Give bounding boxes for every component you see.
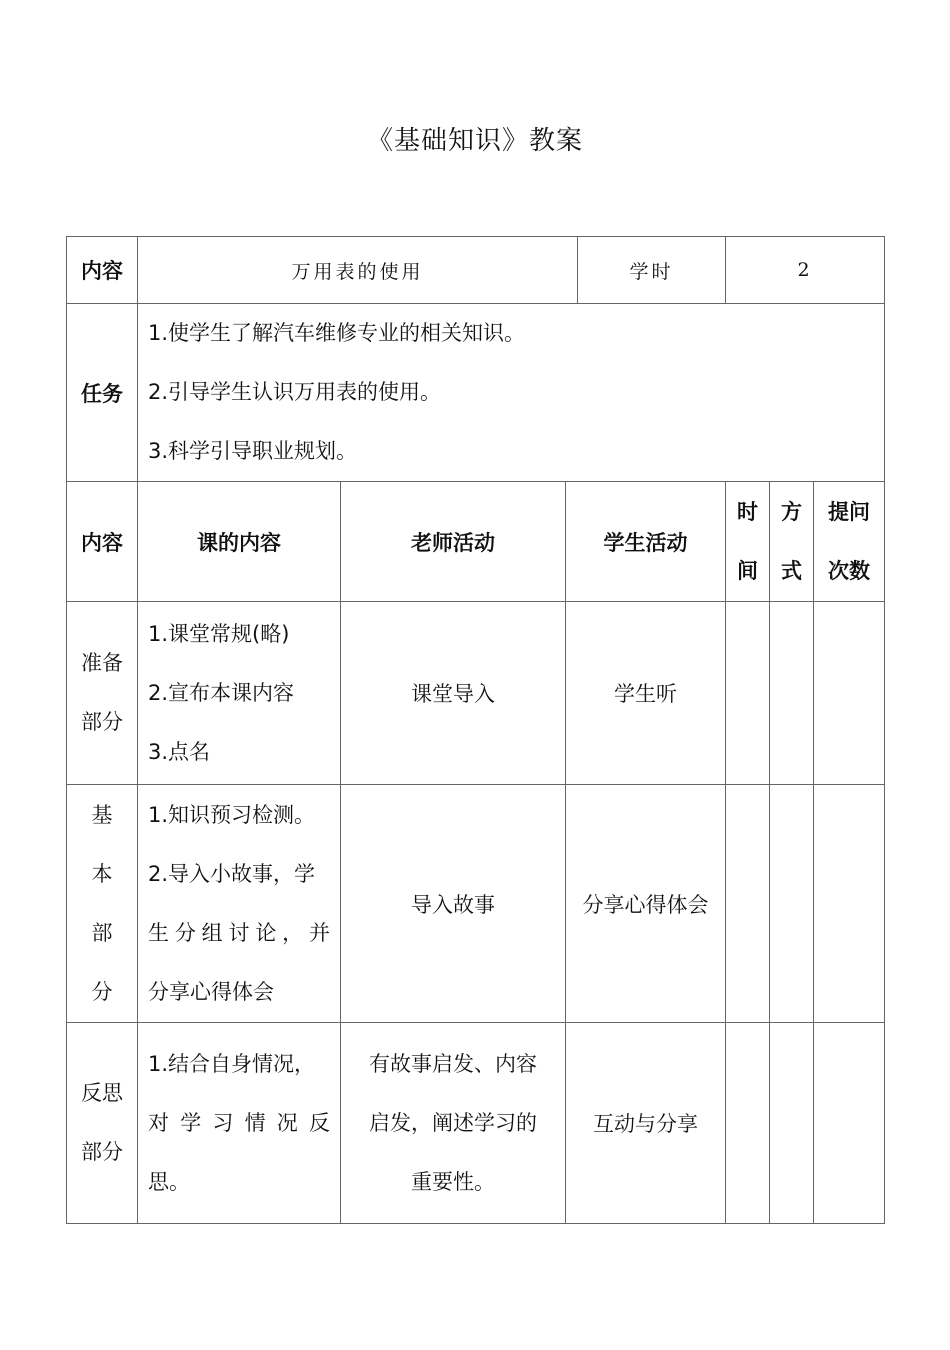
task-label: 任务 bbox=[67, 304, 138, 482]
row-content-line: 2.宣布本课内容 bbox=[148, 680, 295, 705]
row-method bbox=[770, 1023, 814, 1224]
col-questions-line: 提问 bbox=[828, 499, 871, 524]
row-teacher-line: 重要性。 bbox=[411, 1169, 495, 1194]
row-label-line: 准备 bbox=[81, 651, 123, 675]
row-teacher: 课堂导入 bbox=[341, 602, 566, 785]
row-content bbox=[138, 602, 341, 785]
row-label bbox=[67, 785, 138, 1023]
row-teacher-line: 有故事启发、内容 bbox=[369, 1051, 537, 1076]
col-questions bbox=[814, 482, 885, 602]
task-row bbox=[67, 304, 885, 482]
table-row bbox=[67, 1023, 885, 1224]
row-questions bbox=[814, 785, 885, 1023]
page-title: 《基础知识》教案 bbox=[366, 126, 583, 156]
row-label bbox=[67, 602, 138, 785]
task-item: 1.使学生了解汽车维修专业的相关知识。 bbox=[148, 321, 526, 345]
row-time bbox=[726, 1023, 770, 1224]
col-teacher-activity: 老师活动 bbox=[341, 482, 566, 602]
content-label: 内容 bbox=[67, 237, 138, 304]
table-row bbox=[67, 602, 885, 785]
col-method-line: 方 bbox=[781, 499, 803, 524]
header-row bbox=[67, 237, 885, 304]
col-method-line: 式 bbox=[781, 558, 803, 583]
row-teacher: 导入故事 bbox=[341, 785, 566, 1023]
row-label-line: 本 bbox=[91, 861, 113, 886]
row-student: 学生听 bbox=[566, 602, 726, 785]
row-content-line: 3.点名 bbox=[148, 739, 211, 764]
row-content-line: 2.导入小故事，学 bbox=[148, 861, 316, 886]
row-label-line: 部分 bbox=[81, 1140, 123, 1164]
row-label bbox=[67, 1023, 138, 1224]
row-content-line: 1.知识预习检测。 bbox=[148, 802, 316, 827]
row-content-line: 对学习情况反 bbox=[148, 1110, 330, 1135]
col-lesson-content: 课的内容 bbox=[138, 482, 341, 602]
row-time bbox=[726, 602, 770, 785]
row-content-line: 1.结合自身情况， bbox=[148, 1051, 316, 1076]
task-item: 2.引导学生认识万用表的使用。 bbox=[148, 380, 442, 404]
hours-value: 2 bbox=[726, 237, 885, 304]
row-method bbox=[770, 602, 814, 785]
table-row bbox=[67, 785, 885, 1023]
row-method bbox=[770, 785, 814, 1023]
lesson-plan-table bbox=[66, 236, 885, 1224]
row-teacher bbox=[341, 1023, 566, 1224]
row-content bbox=[138, 785, 341, 1023]
col-student-activity: 学生活动 bbox=[566, 482, 726, 602]
row-content-line: 分享心得体会 bbox=[148, 979, 274, 1004]
row-label-line: 反思 bbox=[81, 1081, 123, 1105]
col-time bbox=[726, 482, 770, 602]
col-time-line: 间 bbox=[737, 558, 759, 583]
row-student: 互动与分享 bbox=[566, 1023, 726, 1224]
task-item: 3.科学引导职业规划。 bbox=[148, 439, 358, 463]
row-label-line: 部 bbox=[91, 920, 113, 945]
col-method bbox=[770, 482, 814, 602]
row-label-line: 基 bbox=[91, 802, 113, 827]
row-time bbox=[726, 785, 770, 1023]
hours-label: 学时 bbox=[578, 237, 726, 304]
row-questions bbox=[814, 602, 885, 785]
col-questions-line: 次数 bbox=[828, 558, 871, 583]
row-teacher-line: 启发，阐述学习的 bbox=[369, 1110, 537, 1135]
row-content-line: 生分组讨论，并 bbox=[148, 920, 330, 945]
task-items bbox=[138, 304, 885, 482]
col-content: 内容 bbox=[67, 482, 138, 602]
row-label-line: 部分 bbox=[81, 710, 123, 734]
column-header-row bbox=[67, 482, 885, 602]
row-content bbox=[138, 1023, 341, 1224]
row-content-line: 1.课堂常规(略) bbox=[148, 621, 290, 646]
row-student: 分享心得体会 bbox=[566, 785, 726, 1023]
row-label-line: 分 bbox=[91, 979, 113, 1004]
content-value: 万用表的使用 bbox=[138, 237, 578, 304]
col-time-line: 时 bbox=[737, 499, 759, 524]
row-content-line: 思。 bbox=[148, 1169, 190, 1194]
row-questions bbox=[814, 1023, 885, 1224]
